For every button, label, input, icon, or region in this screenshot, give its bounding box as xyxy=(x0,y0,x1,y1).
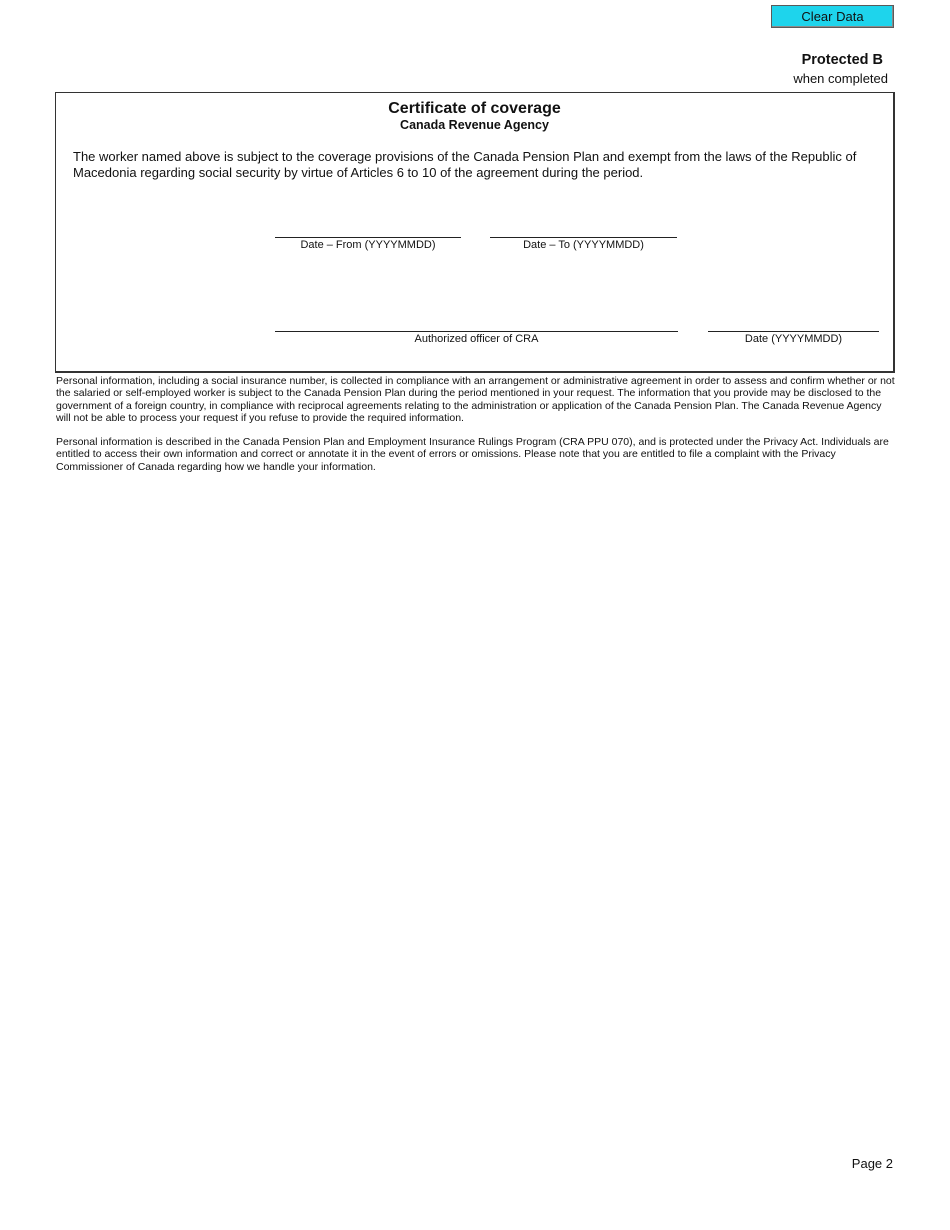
privacy-notice-paragraph-2: Personal information is described in the Canada Pension Plan and Employment Insurance Rulings Program (CRA PPU 070), and is protected under the Privacy Act. Individuals are entitled to access their own information and correct or annotate it in the event of errors or omissions. Please note that you are entitled to file a complaint with the Privacy Commissioner of Canada regarding how we handle your information. xyxy=(56,436,889,473)
authorized-officer-label: Authorized officer of CRA xyxy=(414,333,539,345)
protected-b-label: Protected B xyxy=(801,52,883,68)
authorized-officer-field-group xyxy=(275,331,678,345)
clear-data-button[interactable]: Clear Data xyxy=(771,5,894,28)
page-number: Page 2 xyxy=(851,1156,893,1171)
privacy-notice-paragraph-1: Personal information, including a social insurance number, is collected in compliance with an arrangement or administrative agreement in order to assess and confirm whether or not the salaried or self-employed worker is subject to the Canada Pension Plan during the period mentioned in your request. The information that you provide may be disclosed to the government of a foreign country, in compliance with reciprocal agreements relating to the administration or application of the Canada Pension Plan. The Canada Revenue Agency will not be able to process your request if you refuse to provide the required information. xyxy=(56,375,895,424)
certificate-title: Certificate of coverage xyxy=(388,100,561,117)
date-from-field-group xyxy=(275,237,461,251)
date-to-field-group xyxy=(490,237,677,251)
date-to-label: Date – To (YYYYMMDD) xyxy=(523,239,644,251)
signature-date-field-group xyxy=(708,331,879,345)
certificate-of-coverage-box xyxy=(55,92,895,373)
certificate-subtitle: Canada Revenue Agency xyxy=(400,118,549,132)
authorized-officer-input[interactable] xyxy=(275,324,678,344)
date-from-input[interactable] xyxy=(275,230,461,250)
certificate-body-text: The worker named above is subject to the coverage provisions of the Canada Pension Plan and exempt from the laws of the Republic of Macedonia regarding social security by virtue of Articles 6 to 10 of the agreement during the period. xyxy=(73,149,857,180)
signature-date-label: Date (YYYYMMDD) xyxy=(744,333,843,345)
date-from-label: Date – From (YYYYMMDD) xyxy=(300,239,436,251)
when-completed-label: when completed xyxy=(793,71,888,86)
signature-date-input[interactable] xyxy=(708,324,879,344)
date-to-input[interactable] xyxy=(490,230,677,250)
